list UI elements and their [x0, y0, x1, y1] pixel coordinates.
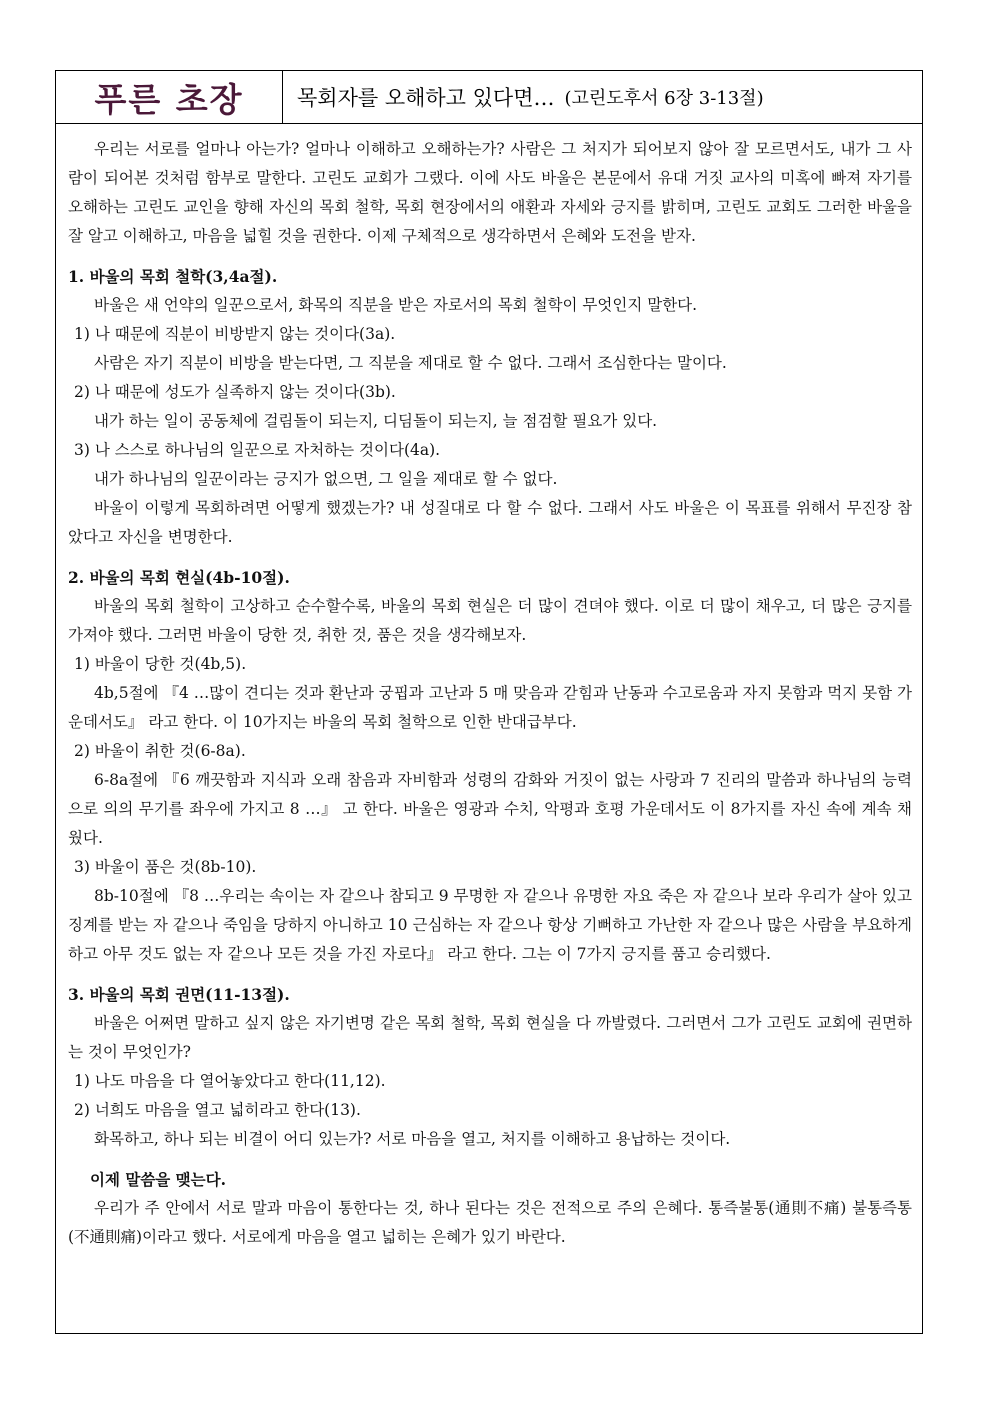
section-body [68, 1009, 912, 1154]
paragraph: 바울이 이렇게 목회하려면 어떻게 했겠는가? 내 성질대로 다 할 수 없다. 그래서 사도 바울은 이 목표를 위해서 무진장 참았다고 자신을 변명한다. [68, 499, 912, 546]
list-item: 3) 나 스스로 하나님의 일꾼으로 자처하는 것이다(4a). [74, 441, 441, 459]
list-item: 2) 바울이 취한 것(6-8a). [74, 742, 246, 760]
section-body [68, 592, 912, 969]
section-heading: 1. 바울의 목회 철학(3,4a절). [68, 267, 278, 286]
section-heading: 2. 바울의 목회 현실(4b-10절). [68, 568, 290, 587]
paragraph: 6-8a절에 『6 깨끗함과 지식과 오래 참음과 자비함과 성령의 감화와 거짓이 없는 사랑과 7 진리의 말씀과 하나님의 능력으로 의의 무기를 좌우에 가지고 8 …』 고 한다. 바울은 영광과 수치, 악평과 호평 가운데서도 이 8가지를 자신 속에 계속 채웠다. [68, 771, 912, 847]
scripture-reference: (고린도후서 6장 3-13절) [564, 88, 764, 109]
closing-heading: 이제 말씀을 맺는다. [90, 1170, 226, 1189]
paragraph: 8b-10절에 『8 …우리는 속이는 자 같으나 참되고 9 무명한 자 같으나 유명한 자요 죽은 자 같으나 보라 우리가 살아 있고 징계를 받는 자 같으나 죽임을 당하지 아니하고 10 근심하는 자 같으나 항상 기뻐하고 가난한 자 같으나 많은 사람을 부요하게 하고 아무 것도 없는 자 같으나 모든 것을 가진 자로다』 라고 한다. 그는 이 7가지 긍지를 품고 승리했다. [68, 887, 912, 963]
list-item: 2) 너희도 마음을 열고 넓히라고 한다(13). [74, 1101, 361, 1119]
paragraph: 내가 하나님의 일꾼이라는 긍지가 없으면, 그 일을 제대로 할 수 없다. [94, 470, 558, 488]
column-brand: 푸른 초장 [56, 71, 283, 123]
paragraph: 내가 하는 일이 공동체에 걸림돌이 되는지, 디딤돌이 되는지, 늘 점검할 필요가 있다. [94, 412, 658, 430]
paragraph: 바울의 목회 철학이 고상하고 순수할수록, 바울의 목회 현실은 더 많이 견뎌야 했다. 이로 더 많이 채우고, 더 많은 긍지를 가져야 했다. 그러면 바울이 당한 것, 취한 것, 품은 것을 생각해보자. [68, 597, 912, 644]
list-item: 1) 나 때문에 직분이 비방받지 않는 것이다(3a). [74, 325, 396, 343]
paragraph: 화목하고, 하나 되는 비결이 어디 있는가? 서로 마음을 열고, 처지를 이해하고 용납하는 것이다. [94, 1130, 731, 1148]
title-text: 목회자를 오해하고 있다면… [297, 86, 555, 110]
list-item: 3) 바울이 품은 것(8b-10). [74, 858, 257, 876]
bulletin-page [55, 70, 923, 1334]
sermon-title [283, 71, 922, 123]
intro-paragraph: 우리는 서로를 얼마나 아는가? 얼마나 이해하고 오해하는가? 사람은 그 처지가 되어보지 않아 잘 모르면서도, 내가 그 사람이 되어본 것처럼 함부로 말한다. 고린도 교회가 그랬다. 이에 사도 바울은 본문에서 유대 거짓 교사의 미혹에 빠져 자기를 오해하는 고린도 교인을 향해 자신의 목회 철학, 목회 현장에서의 애환과 자세와 긍지를 밝히며, 고린도 교회도 그러한 바울을 잘 알고 이해하고, 마음을 넓힐 것을 권한다. 이제 구체적으로 생각하면서 은혜와 도전을 받자. [68, 140, 912, 245]
section-body [68, 291, 912, 552]
header [56, 71, 922, 124]
sermon-body [68, 135, 912, 1252]
list-item: 2) 나 때문에 성도가 실족하지 않는 것이다(3b). [74, 383, 396, 401]
section-heading: 3. 바울의 목회 권면(11-13절). [68, 985, 290, 1004]
paragraph: 사람은 자기 직분이 비방을 받는다면, 그 직분을 제대로 할 수 없다. 그래서 조심한다는 말이다. [94, 354, 727, 372]
list-item: 1) 바울이 당한 것(4b,5). [74, 655, 247, 673]
paragraph: 바울은 새 언약의 일꾼으로서, 화목의 직분을 받은 자로서의 목회 철학이 무엇인지 말한다. [94, 296, 698, 314]
list-item: 1) 나도 마음을 다 열어놓았다고 한다(11,12). [74, 1072, 386, 1090]
paragraph: 바울은 어쩌면 말하고 싶지 않은 자기변명 같은 목회 철학, 목회 현실을 다 까발렸다. 그러면서 그가 고린도 교회에 권면하는 것이 무엇인가? [68, 1014, 912, 1061]
closing-paragraph: 우리가 주 안에서 서로 말과 마음이 통한다는 것, 하나 된다는 것은 전적으로 주의 은혜다. 통즉불통(通則不痛) 불통즉통(不通則痛)이라고 했다. 서로에게 마음을 열고 넓히는 은혜가 있기 바란다. [68, 1199, 912, 1246]
paragraph: 4b,5절에 『4 …많이 견디는 것과 환난과 궁핍과 고난과 5 매 맞음과 갇힘과 난동과 수고로움과 자지 못함과 먹지 못함 가운데서도』 라고 한다. 이 10가지는 바울의 목회 철학으로 인한 반대급부다. [68, 684, 912, 731]
